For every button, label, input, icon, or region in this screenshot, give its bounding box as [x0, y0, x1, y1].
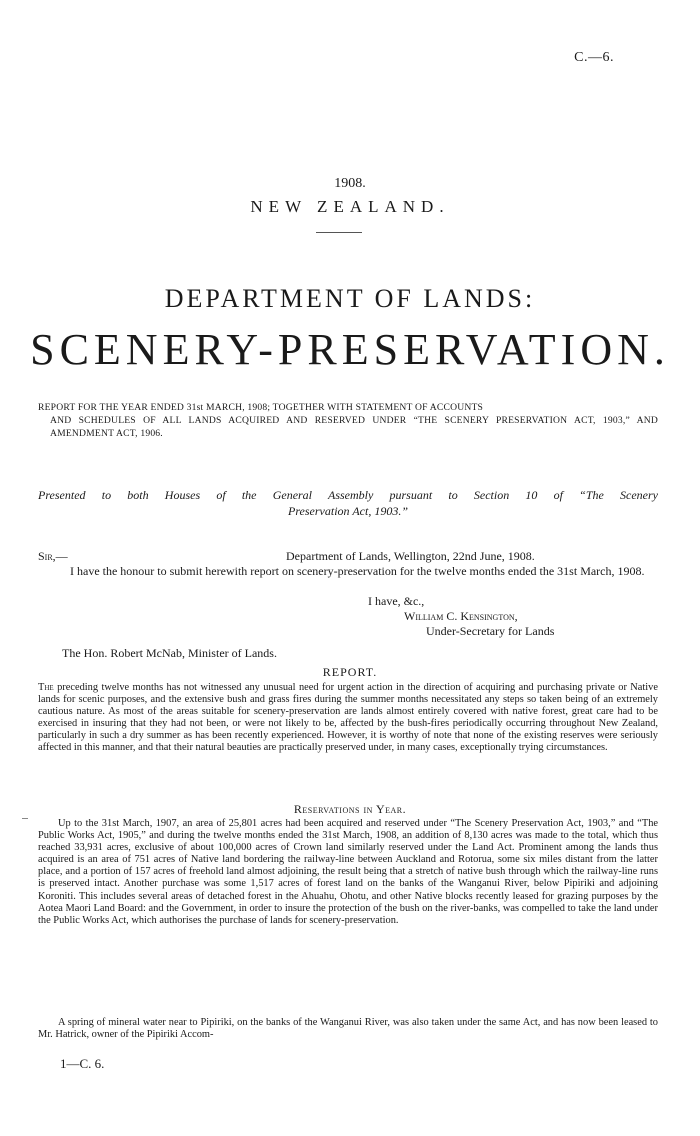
divider-rule	[316, 232, 362, 233]
department-heading: DEPARTMENT OF LANDS:	[164, 284, 536, 313]
letter-closing: I have, &c.,	[368, 594, 425, 608]
letter-salutation: Sir,—	[38, 549, 68, 563]
letter-addressee: The Hon. Robert McNab, Minister of Lands.	[62, 646, 277, 660]
report-paragraph-2: Up to the 31st March, 1907, an area of 25,801 acres had been acquired and reserved under “The Scenery Preservation Act, 1903,” and “The Public Works Act, 1905,” and during the twelve months ended the 31st March, 1908, an addition of 8,130 acres was made to the total, which thus reached 33,931 acres, exclusive of about 100,000 acres of Crown land similarly reserved under the Land Act. Prominent among the lands thus acquired is an area of 751 acres of Native land bordering the railway-line between Auckland and Rotorua, some six miles distant from the latter place, and a portion of 157 acres of freehold land almost adjoining, the result being that a stretch of native bush through which the railway-line runs is preserved intact. Another purchase was some 1,517 acres of forest land on the banks of the Wanganui River, below Pipiriki and adjoining Koroniti. This includes several areas of detached forest in the Ahuahu, Ohotu, and other Native blocks recently leased for grazing purposes by the Aotea Maori Land Board: and the Government, in order to insure the protection of the bush on the river-banks, was compelled to take the land under the Public Works Act, which authorises the purchase of lands for scenery-preservation.	[38, 818, 658, 926]
year: 1908.	[334, 176, 366, 191]
presented-line2: Preservation Act, 1903.”	[288, 504, 408, 518]
reservations-heading: Reservations in Year.	[293, 802, 407, 816]
letter-body: I have the honour to submit herewith report on scenery-preservation for the twelve months ended the 31st March, 1908.	[70, 564, 645, 578]
letter-signatory-title: Under-Secretary for Lands	[426, 624, 555, 638]
country-heading: NEW ZEALAND.	[250, 197, 450, 216]
subject-title: SCENERY-PRESERVATION.	[30, 325, 670, 374]
report-paragraph-3: A spring of mineral water near to Pipiriki, on the banks of the Wanganui River, was also taken under the same Act, and has now been leased to Mr. Hatrick, owner of the Pipiriki Accom-	[38, 1017, 658, 1041]
paragraph-1-text: preceding twelve months has not witnessed any unusual need for urgent action in the direction of acquiring and purchasing private or Native lands for scenic purposes, and the extensive bush and grass fires during the summer months necessitated any steps so taken being of an extremely cautious nature. As most of the areas suitable for scenery-preservation are lands almost entirely covered with native forest, great care had to be exercised in insuring that they had not been, or were not likely to be, affected by the bush-fires periodically occurring throughout New Zealand, particularly in such a dry summer as has been recently experienced. However, it is worthy of note that none of the existing reserves were seriously affected in this manner, and that their natural beauties are practically preserved under, in many cases, exceptionally trying circumstances.	[38, 682, 658, 754]
report-paragraph-1	[38, 682, 658, 755]
letter-address: Department of Lands, Wellington, 22nd June, 1908.	[286, 549, 535, 563]
report-title-rest: AND SCHEDULES OF ALL LANDS ACQUIRED AND RESERVED UNDER “THE SCENERY PRESERVATION ACT, 1903,” AND AMENDMENT ACT, 1906.	[50, 415, 658, 439]
presented-line1: Presented to both Houses of the General Assembly pursuant to Section 10 of “The Scenery	[38, 488, 658, 502]
margin-mark	[22, 818, 28, 819]
report-title	[38, 401, 658, 440]
signature-mark: 1—C. 6.	[60, 1056, 105, 1071]
letter-signatory: William C. Kensington,	[404, 609, 518, 623]
paragraph-lead-word: The	[38, 682, 54, 693]
report-heading: REPORT.	[322, 665, 378, 679]
report-title-line1: REPORT FOR THE YEAR ENDED 31st MARCH, 1908; TOGETHER WITH STATEMENT OF ACCOUNTS	[38, 402, 484, 413]
paper-reference: C.—6.	[574, 50, 614, 65]
presented-statement	[38, 487, 658, 519]
